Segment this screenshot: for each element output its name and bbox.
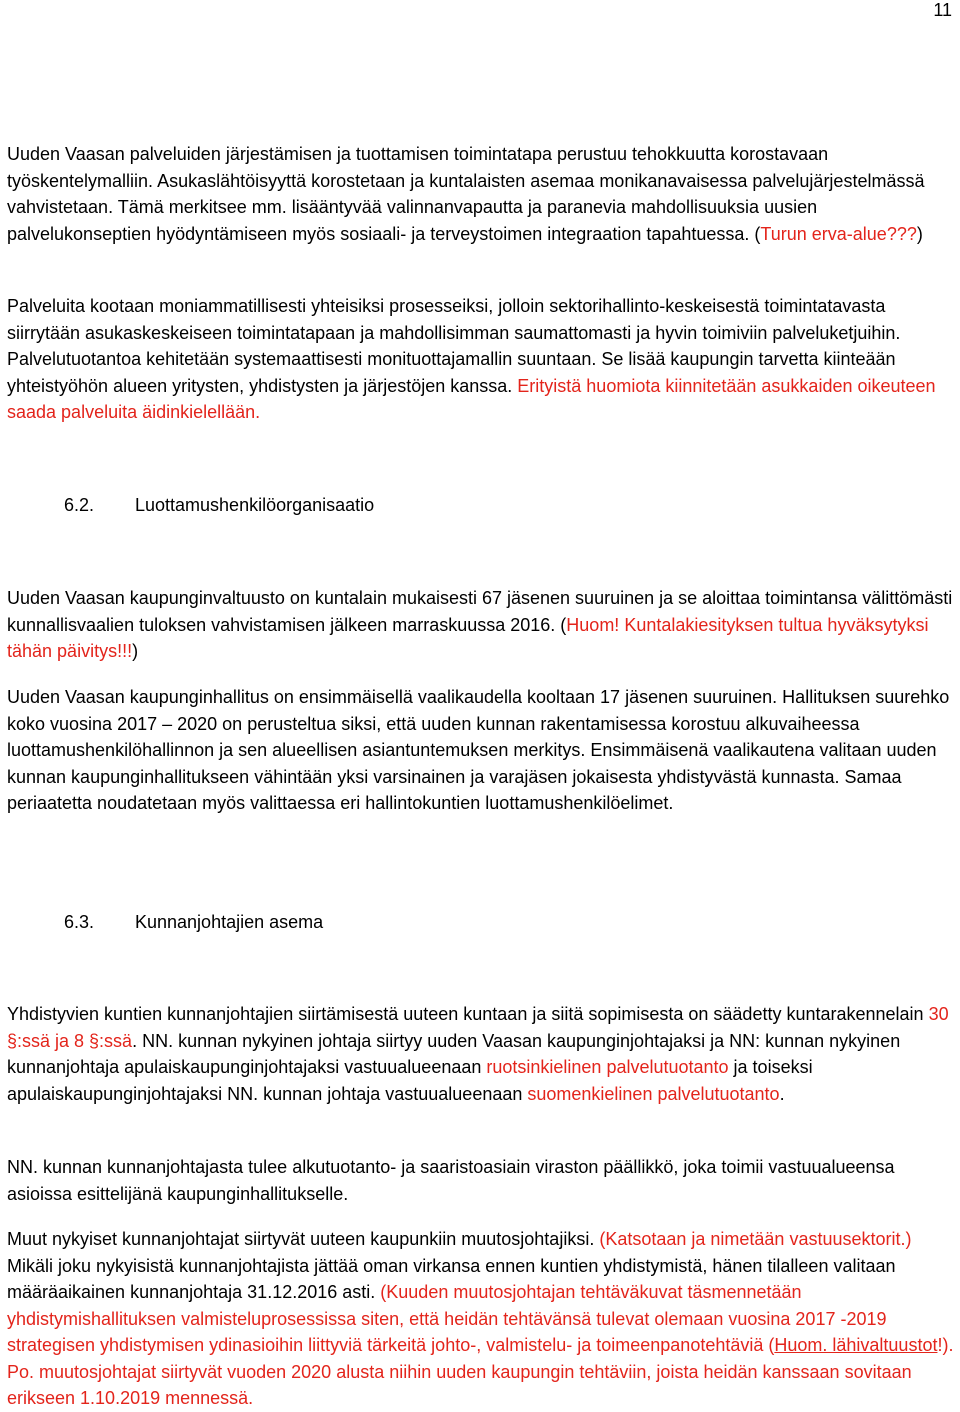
s63-p3-red-underlined: Huom. lähivaltuustot bbox=[774, 1335, 938, 1355]
s63-p1-b: . NN. kunnan nykyinen johtaja siirtyy uuden Vaasan kaupunginjohtajaksi ja NN: kunnan nykyinen kunnanjohtaja apulaiskaupunginjohtajaksi vastuualueenaan bbox=[7, 1030, 901, 1077]
section-6-3-title: Kunnanjohtajien asema bbox=[135, 912, 324, 932]
s63-p2-text: NN. kunnan kunnanjohtajasta tulee alkutuotanto- ja saaristoasiain viraston päällikkö, joka toimii vastuualueensa asioissa esittelijänä kaupunginhallitukselle. bbox=[7, 1157, 895, 1204]
s62-p2-text: Uuden Vaasan kaupunginhallitus on ensimmäisellä vaalikaudella kooltaan 17 jäsenen suuruinen. Hallituksen suurehko koko vuosina 2017 – 2020 on perusteltua siksi, että uuden kunnan rakentamisessa korostuu alkuvaiheessa luottamushenkilöhallinnon ja sen alueellisen asiantuntemuksen merkitys. Ensimmäisenä vaalikautena valitaan uuden kunnan kaupunginhallitukseen vähintään yksi varsinainen ja varajäsen jokaisesta yhdistyvästä kunnasta. Samaa periaatetta noudatetaan myös valittaessa eri hallintokuntien luottamushenkilöelimet. bbox=[7, 687, 950, 813]
section-6-3-paragraph-2 bbox=[7, 1154, 957, 1207]
s63-p3-red-1: (Katsotaan ja nimetään vastuusektorit.) bbox=[599, 1229, 912, 1249]
s63-p1-d: . bbox=[779, 1083, 785, 1104]
s63-p1-red-3: suomenkielinen palvelutuotanto bbox=[527, 1083, 780, 1104]
s62-p1-end: ) bbox=[132, 641, 139, 661]
s62-p1-red-note: Huom! Kuntalakiesityksen tultua hyväksytyksi tähän päivitys!!! bbox=[7, 614, 929, 661]
s63-p3-red-2: (Kuuden muutosjohtajan tehtäväkuvat täsmennetään yhdistymishallituksen valmisteluprosessissa siten, että heidän tehtävänsä tulevat olemaan vuosina 2017 -2019 strategisen yhdistymisen ydinasioihin liittyviä tärkeitä johto-, valmistelu- ja toimeenpanotehtäviä ( bbox=[7, 1282, 887, 1355]
s63-p3-b: Mikäli joku nykyisistä kunnanjohtajista jättää oman virkansa ennen kuntien yhdistymistä, hänen tilalleen valitaan määräaikainen kunnanjohtaja 31.12.2016 asti. bbox=[7, 1255, 896, 1302]
intro-p1-end: ) bbox=[916, 223, 923, 244]
intro-paragraph-1 bbox=[7, 141, 957, 247]
s63-p1-a: Yhdistyvien kuntien kunnanjohtajien siirtämisestä uuteen kuntaan ja siitä sopimisesta on säädetty kuntarakennelain bbox=[7, 1004, 929, 1024]
page-number: 11 bbox=[933, 0, 952, 20]
intro-p2-red-note: Erityistä huomiota kiinnitetään asukkaiden oikeuteen saada palveluita äidinkielellään. bbox=[7, 375, 936, 422]
section-6-2-number: 6.2. bbox=[64, 495, 95, 515]
intro-p1-red-note: Turun erva-alue??? bbox=[760, 223, 917, 244]
intro-paragraph-2 bbox=[7, 293, 957, 426]
intro-p2-text: Palveluita kootaan moniammatillisesti yhteisiksi prosesseiksi, jolloin sektorihallinto-keskeisestä toimintatavasta siirrytään asukaskeskeiseen toimintatapaan ja mahdollisimman saumattomasti ja hyvin toimiviin palveluketjuihin. Palvelutuotantoa kehitetään systemaattisesti monituottajamallin suuntaan. Se lisää kaupungin tarvetta kiinteään yhteistyöhön alueen yritysten, yhdistysten ja järjestöjen kanssa. bbox=[7, 296, 901, 396]
s63-p1-red-2: ruotsinkielinen palvelutuotanto bbox=[486, 1057, 729, 1077]
section-6-3-paragraph-3 bbox=[7, 1226, 957, 1412]
s63-p1-red-1: 30 §:ssä ja 8 §:ssä bbox=[7, 1004, 949, 1051]
s63-p3-red-4: !). Po. muutosjohtajat siirtyvät vuoden 2020 alusta niihin uuden kaupungin tehtäviin, joista heidän kanssaan sovitaan erikseen 1.10.2019 mennessä. bbox=[7, 1335, 954, 1408]
s63-p1-c: ja toiseksi apulaiskaupunginjohtajaksi NN. kunnan johtaja vastuualueenaan bbox=[7, 1057, 813, 1104]
section-6-2-title: Luottamushenkilöorganisaatio bbox=[135, 495, 375, 515]
intro-p1-text: Uuden Vaasan palveluiden järjestämisen ja tuottamisen toimintatapa perustuu tehokkuutta korostavaan työskentelymalliin. Asukaslähtöisyyttä korostetaan ja kuntalaisten asemaa monikanavaisessa palvelujärjestelmässä vahvistetaan. Tämä merkitsee mm. lisääntyvää valinnanvapautta ja paranevia mahdollisuuksia uusien palvelukonseptien hyödyntämiseen myös sosiaali- ja terveystoimen integraation tapahtuessa. ( bbox=[7, 144, 925, 244]
section-6-3-number: 6.3. bbox=[64, 912, 95, 932]
s63-p3-a: Muut nykyiset kunnanjohtajat siirtyvät uuteen kaupunkiin muutosjohtajiksi. bbox=[7, 1229, 600, 1249]
section-6-2-paragraph-2 bbox=[7, 684, 957, 817]
s62-p1-text: Uuden Vaasan kaupunginvaltuusto on kuntalain mukaisesti 67 jäsenen suuruinen ja se aloittaa toimintansa välittömästi kunnallisvaalien tuloksen vahvistamisen jälkeen marraskuussa 2016. ( bbox=[7, 588, 953, 635]
section-6-3-paragraph-1 bbox=[7, 1001, 957, 1107]
section-6-2-paragraph-1 bbox=[7, 585, 957, 665]
